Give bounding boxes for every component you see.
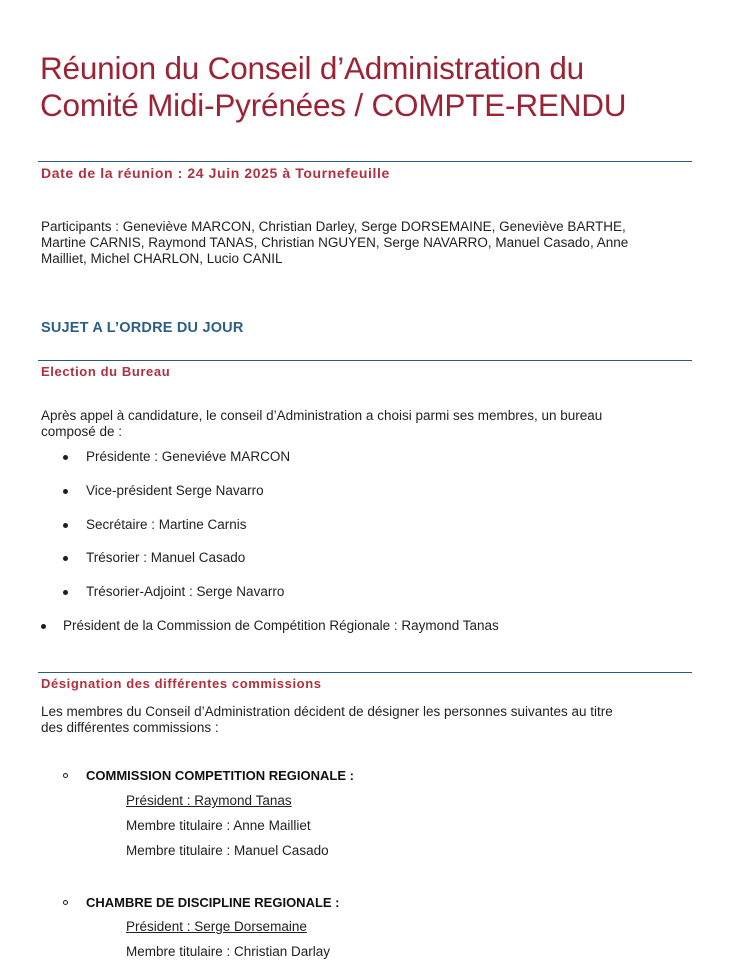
list-item: Vice-président Serge Navarro (86, 483, 264, 498)
title-line-2: Comité Midi-Pyrénées / COMPTE-RENDU (40, 87, 627, 123)
document-title (40, 50, 700, 124)
commission-president: Président : Raymond Tanas (126, 793, 292, 808)
commission-president: Président : Serge Dorsemaine (126, 919, 307, 934)
list-item: Trésorier-Adjoint : Serge Navarro (86, 584, 285, 599)
circle-bullet-icon (63, 900, 68, 905)
commission-title: COMMISSION COMPETITION REGIONALE : (86, 768, 354, 783)
circle-bullet-icon (63, 773, 68, 778)
commission-member: Membre titulaire : Christian Darlay (126, 944, 331, 959)
bullet-icon (63, 590, 68, 595)
commission-member: Membre titulaire : Anne Mailliet (126, 818, 311, 833)
bullet-icon (63, 489, 68, 494)
bullet-icon (63, 523, 68, 528)
participants-line-2: Martine CARNIS, Raymond TANAS, Christian NGUYEN, Serge NAVARRO, Manuel Casado, Anne (41, 235, 629, 250)
title-line-1: Réunion du Conseil d’Administration du (40, 50, 584, 86)
commissions-intro-line-2: des différentes commissions : (41, 720, 219, 735)
divider (38, 161, 692, 162)
list-item: Secrétaire : Martine Carnis (86, 517, 247, 532)
agenda-heading: SUJET A L’ORDRE DU JOUR (41, 320, 244, 336)
participants-line-3: Mailliet, Michel CHARLON, Lucio CANIL (41, 251, 283, 266)
list-item: Président de la Commission de Compétition Régionale : Raymond Tanas (63, 618, 499, 633)
bullet-icon (63, 556, 68, 561)
commissions-intro (41, 704, 691, 736)
divider (38, 672, 692, 673)
commission-title: CHAMBRE DE DISCIPLINE REGIONALE : (86, 895, 340, 910)
bureau-intro (41, 408, 691, 440)
participants-line-1: Participants : Geneviève MARCON, Christian Darley, Serge DORSEMAINE, Geneviève BARTHE, (41, 219, 626, 234)
bullet-icon (63, 455, 68, 460)
bureau-intro-line-1: Après appel à candidature, le conseil d’Administration a choisi parmi ses membres, un bureau (41, 408, 603, 423)
meeting-date-heading: Date de la réunion : 24 Juin 2025 à Tournefeuille (41, 165, 390, 181)
participants-paragraph (41, 219, 691, 267)
bureau-intro-line-2: composé de : (41, 424, 123, 439)
bureau-heading: Election du Bureau (41, 364, 171, 379)
commission-member: Membre titulaire : Manuel Casado (126, 843, 329, 858)
commissions-intro-line-1: Les membres du Conseil d’Administration décident de désigner les personnes suivantes au titre (41, 704, 613, 719)
divider (38, 360, 692, 361)
list-item: Trésorier : Manuel Casado (86, 550, 246, 565)
commissions-heading: Désignation des différentes commissions (41, 676, 322, 691)
list-item: Présidente : Geneviéve MARCON (86, 449, 291, 464)
bullet-icon (41, 624, 46, 629)
